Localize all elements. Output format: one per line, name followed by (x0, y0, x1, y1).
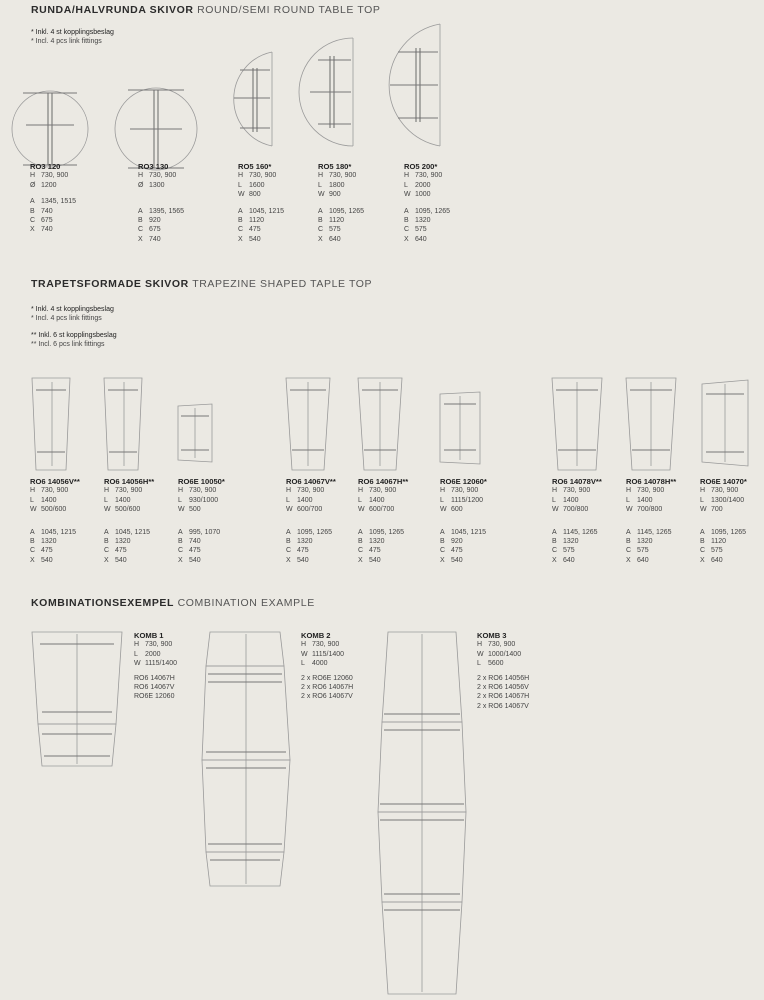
spec-ro6e-12060: RO6E 12060* H 730, 900 L 1115/1200 W 600 A 1045, 1215 B 920 C 475 X 540 (440, 477, 487, 564)
spec-ro6e-14070: RO6E 14070* H 730, 900 L 1300/1400 W 700 A 1095, 1265 B 1120 C 575 X 640 (700, 477, 747, 564)
spec-komb-1: KOMB 1 H 730, 900 L 2000 W 1115/1400 RO6 14067H RO6 14067V RO6E 12060 (134, 631, 178, 701)
spec-ro6-14078v: RO6 14078V** H 730, 900 L 1400 W 700/800 A 1145, 1265 B 1320 C 575 X 640 (552, 477, 602, 564)
section-title-round: RUNDA/HALVRUNDA SKIVOR ROUND/SEMI ROUND TABLE TOP (31, 4, 381, 16)
spec-ro6-14067v: RO6 14067V** H 730, 900 L 1400 W 600/700 A 1095, 1265 B 1320 C 475 X 540 (286, 477, 336, 564)
spec-ro6-14056h: RO6 14056H** H 730, 900 L 1400 W 500/600 A 1045, 1215 B 1320 C 475 X 540 (104, 477, 155, 564)
drawing-ro6e-14070 (700, 378, 752, 468)
spec-ro6e-10050: RO6E 10050* H 730, 900 L 930/1000 W 500 A 995, 1070 B 740 C 475 X 540 (178, 477, 225, 564)
drawing-ro6-14078h (624, 376, 680, 472)
drawing-ro6-14067h (356, 376, 406, 472)
drawing-ro5-200 (376, 22, 446, 148)
drawing-komb-1 (30, 630, 124, 770)
spec-ro5-180: RO5 180* H 730, 900 L 1800 W 900 A 1095, 1265 B 1120 C 575 X 640 (318, 162, 365, 243)
drawing-komb-3 (376, 630, 468, 998)
spec-ro6-14078h: RO6 14078H** H 730, 900 L 1400 W 700/800 A 1145, 1265 B 1320 C 575 X 640 (626, 477, 677, 564)
spec-ro6-14067h: RO6 14067H** H 730, 900 L 1400 W 600/700 A 1095, 1265 B 1320 C 475 X 540 (358, 477, 409, 564)
spec-ro6-14056v: RO6 14056V** H 730, 900 L 1400 W 500/600 A 1045, 1215 B 1320 C 475 X 540 (30, 477, 80, 564)
trap-notes: * Inkl. 4 st kopplingsbeslag * Incl. 4 pcs link fittings ** Inkl. 6 st kopplingsbeslag ** Incl. 6 pcs link fittings (31, 306, 117, 348)
spec-ro5-200: RO5 200* H 730, 900 L 2000 W 1000 A 1095, 1265 B 1320 C 575 X 640 (404, 162, 451, 243)
drawing-ro6-14067v (284, 376, 334, 472)
section-title-combo: KOMBINATIONSEXEMPEL COMBINATION EXAMPLE (31, 597, 315, 609)
spec-komb-2: KOMB 2 H 730, 900 W 1115/1400 L 4000 2 x RO6E 12060 2 x RO6 14067H 2 x RO6 14067V (301, 631, 354, 701)
drawing-ro6-14078v (550, 376, 606, 472)
spec-ro3-120: RO3 120 H 730, 900 Ø 1200 A 1345, 1515 B 740 C 675 X 740 (30, 162, 77, 234)
drawing-ro6-14056h (102, 376, 148, 472)
drawing-ro5-180 (296, 36, 362, 148)
spec-ro5-160: RO5 160* H 730, 900 L 1600 W 800 A 1045, 1215 B 1120 C 475 X 540 (238, 162, 285, 243)
drawing-ro5-160 (220, 50, 280, 150)
drawing-komb-2 (200, 630, 292, 890)
section-title-trap: TRAPETSFORMADE SKIVOR TRAPEZINE SHAPED TAPLE TOP (31, 278, 373, 290)
drawing-ro6e-12060 (438, 390, 484, 466)
spec-ro3-130: RO3 130 H 730, 900 Ø 1300 A 1395, 1565 B 920 C 675 X 740 (138, 162, 185, 243)
spec-komb-3: KOMB 3 H 730, 900 W 1000/1400 L 5600 2 x RO6 14056H 2 x RO6 14056V 2 x RO6 14067H 2 x RO6 14067V (477, 631, 530, 710)
drawing-ro6e-10050 (176, 402, 216, 464)
drawing-ro6-14056v (28, 376, 74, 472)
round-notes: * Inkl. 4 st kopplingsbeslag * Incl. 4 pcs link fittings (31, 29, 114, 45)
